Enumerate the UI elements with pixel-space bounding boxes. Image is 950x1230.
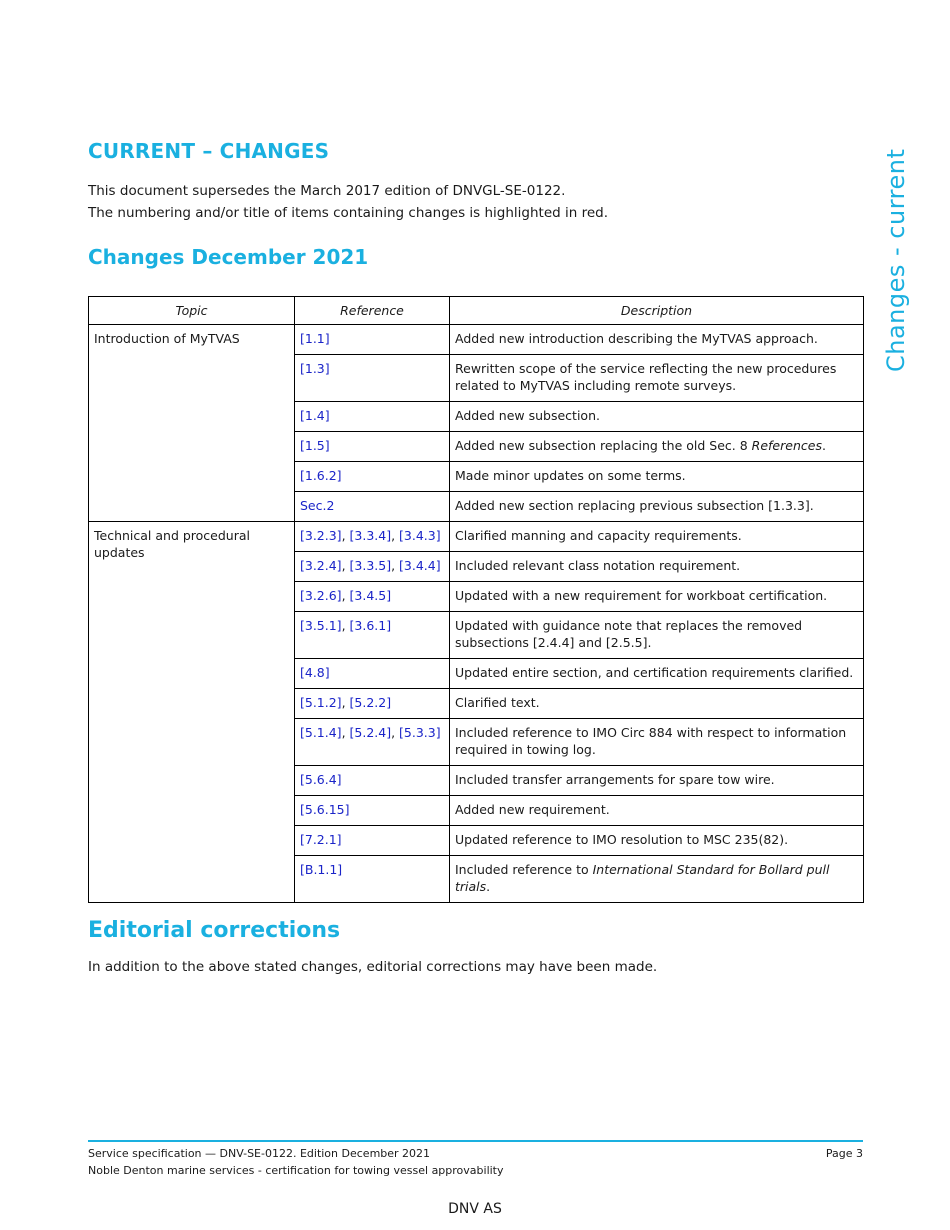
reference-cell: [3.2.6], [3.4.5] [295,582,450,612]
description-cell: Added new section replacing previous subsection [1.3.3]. [450,492,864,522]
footer-divider [88,1140,863,1142]
reference-link[interactable]: [3.3.5] [349,558,392,573]
reference-link[interactable]: [5.2.4] [349,725,392,740]
reference-link[interactable]: [5.6.15] [300,802,350,817]
description-text: Included reference to [455,862,593,877]
topic-cell: Technical and procedural updates [89,522,295,903]
description-cell: Included relevant class notation requirement. [450,552,864,582]
table-body [89,325,864,903]
topic-cell: Introduction of MyTVAS [89,325,295,522]
reference-link[interactable]: [3.6.1] [349,618,392,633]
description-text: . [821,438,826,453]
reference-link[interactable]: [3.2.4] [300,558,342,573]
reference-link[interactable]: [3.5.1] [300,618,342,633]
reference-link[interactable]: [5.1.4] [300,725,342,740]
reference-cell [295,462,450,492]
column-header-reference: Reference [295,297,450,325]
page-title: CURRENT – CHANGES [88,139,330,163]
changes-heading: Changes December 2021 [88,245,369,269]
reference-cell: [5.1.4], [5.2.4], [5.3.3] [295,719,450,766]
reference-link[interactable]: [1.5] [300,438,330,453]
description-cell: Updated entire section, and certification requirements clarified. [450,659,864,689]
reference-cell: [5.1.2], [5.2.2] [295,689,450,719]
description-cell: Clarified manning and capacity requirements. [450,522,864,552]
reference-cell [295,432,450,462]
reference-link[interactable]: [5.6.4] [300,772,342,787]
reference-link[interactable]: [3.2.6] [300,588,342,603]
description-cell: Included reference to IMO Circ 884 with respect to information required in towing log. [450,719,864,766]
editorial-heading: Editorial corrections [88,918,341,943]
description-cell [450,856,864,903]
description-cell: Included transfer arrangements for spare tow wire. [450,766,864,796]
changes-table [88,296,864,903]
description-cell: Added new subsection. [450,402,864,432]
reference-link[interactable]: Sec.2 [300,498,335,513]
description-cell: Added new requirement. [450,796,864,826]
reference-link[interactable]: [3.3.4] [349,528,392,543]
intro-line: This document supersedes the March 2017 edition of DNVGL-SE-0122. [88,183,566,199]
reference-link[interactable]: [5.1.2] [300,695,342,710]
reference-cell [295,826,450,856]
intro-text [88,180,608,224]
reference-link[interactable]: [1.6.2] [300,468,342,483]
description-cell [450,432,864,462]
description-italic-text: International Standard for Bollard pull trials [455,862,830,894]
reference-cell [295,856,450,903]
reference-cell: [3.2.4], [3.3.5], [3.4.4] [295,552,450,582]
description-cell: Made minor updates on some terms. [450,462,864,492]
reference-cell [295,659,450,689]
reference-link[interactable]: [4.8] [300,665,330,680]
reference-link[interactable]: [1.3] [300,361,330,376]
description-cell: Updated reference to IMO resolution to MSC 235(82). [450,826,864,856]
reference-link[interactable]: [3.2.3] [300,528,342,543]
description-cell: Rewritten scope of the service reflecting the new procedures related to MyTVAS including remote surveys. [450,355,864,402]
reference-link[interactable]: [1.1] [300,331,330,346]
table-header-row [89,297,864,325]
reference-link[interactable]: [1.4] [300,408,330,423]
reference-cell: [3.5.1], [3.6.1] [295,612,450,659]
footer-document-title: Service specification — DNV-SE-0122. Edition December 2021 [88,1147,431,1160]
reference-link[interactable]: [B.1.1] [300,862,343,877]
reference-cell [295,796,450,826]
description-text: Added new subsection replacing the old Sec. 8 [455,438,752,453]
footer-document-subtitle: Noble Denton marine services - certification for towing vessel approvability [88,1164,504,1177]
company-name: DNV AS [448,1201,502,1217]
editorial-text: In addition to the above stated changes, editorial corrections may have been made. [88,959,658,975]
description-cell: Updated with a new requirement for workboat certification. [450,582,864,612]
reference-cell [295,766,450,796]
reference-link[interactable]: [3.4.3] [399,528,441,543]
intro-line: The numbering and/or title of items containing changes is highlighted in red. [88,205,609,221]
description-cell: Clarified text. [450,689,864,719]
reference-link[interactable]: [7.2.1] [300,832,342,847]
reference-cell [295,355,450,402]
reference-cell: [3.2.3], [3.3.4], [3.4.3] [295,522,450,552]
reference-link[interactable]: [3.4.4] [399,558,441,573]
column-header-topic: Topic [89,297,295,325]
reference-link[interactable]: [5.3.3] [399,725,441,740]
table-row [89,522,864,552]
reference-cell [295,325,450,355]
description-text: . [486,879,491,894]
table-row [89,325,864,355]
reference-cell [295,402,450,432]
description-italic-text: References [751,438,822,453]
reference-cell [295,492,450,522]
description-cell: Updated with guidance note that replaces the removed subsections [2.4.4] and [2.5.5]. [450,612,864,659]
reference-link[interactable]: [5.2.2] [349,695,392,710]
description-cell: Added new introduction describing the MyTVAS approach. [450,325,864,355]
column-header-description: Description [450,297,864,325]
page-number: Page 3 [825,1147,863,1160]
side-tab-label: Changes - current [882,148,910,372]
reference-link[interactable]: [3.4.5] [349,588,392,603]
